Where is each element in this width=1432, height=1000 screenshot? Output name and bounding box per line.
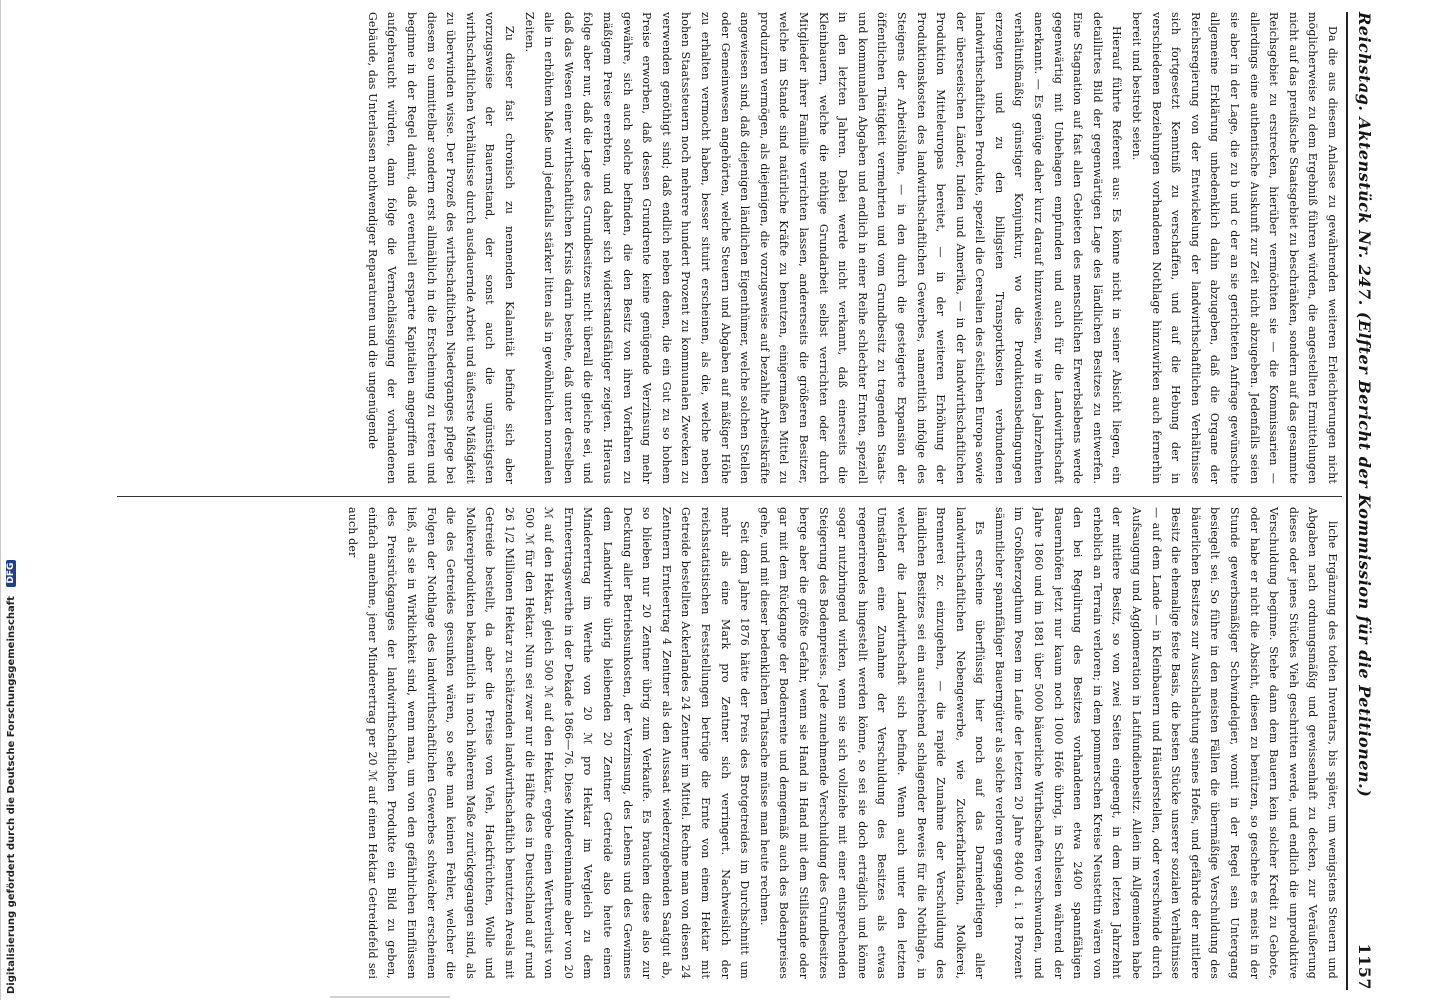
digitization-credit [6,560,17,994]
running-head: Reichstag. Aktenstück Nr. 247. (Elfter Bericht der Kommission für die Petitionen.) [1355,12,1375,798]
header-rule [1346,12,1348,990]
scan-edge [0,0,1,1000]
paragraph: Hierauf führte Referent aus: Es könne nicht in seiner Absicht liegen, ein detaillirtes Bild der gegenwärtigen Lage des ländlichen Besitzes zu entwerfen. Eine Stagnation auf fast allen Gebieten des menschlichen Erwerbslebens werde gegenwärtig mit Unbehagen empfunden und auch für die Landwirthschaft anerkannt. — Es genüge daher kurz darauf hinzuweisen, wie in den Jahrzehnten verhältnißmäßig günstiger Konjunktur, wo die Produktionsbedingungen erzeugten und zu den billigsten Transportkosten verbundenen landwirthschaftlichen Produkte, speziell die Cerealien des östlichen Europa sowie der überseeischen Länder, Indien und Amerika, — in der landwirthschaftlichen Produktion Mitteleuropas bereitet, — in der weiteren Erhöhung der Produktionskosten des landwirthschaftlichen Gewerbes, namentlich infolge des Steigens der Arbeitslöhne, — in den durch die gesteigerte Expansion der öffentlichen Thätigkeit vermehrten und vom Grundbesitz zu tragenden Staats- und kommunalen Abgaben und endlich in einer Reihe schlechter Ernten, speziell in den letzten Jahren. Dabei werde nicht verkannt, daß einerseits die Kleinbauern, welche die nöthige Grundarbeit selbst verrichten oder durch Mitglieder ihrer Familie verrichten lassen, andererseits die größeren Besitzer, welche im Stande sind natürliche Kräfte zu benutzen, einigermaßen Mittel zu produziren vermögen, als diejenigen, die vorzugsweise auf bezahlte Arbeitskräfte angewiesen sind, daß diejenigen ländlichen Eigenthümer, welche solchen Stellen oder Gemeinwesen angehörten, welche Steuern und Abgaben auf mäßiger Höhe zu erhalten vermocht haben, besser situirt erscheinen, als die, welche neben hohen Staatssteuern noch mehrere hundert Prozent zu kommunalen Zwecken zu verwenden genöthigt sind; daß endlich neben denen, die ein Gut zu so hohem Preise erworben, daß dessen Grundrente keine genügende Verzinsung mehr gewähre, sich auch solche befinden, die den Besitz von ihren Vorfahren zu mäßigem Preise ererbten, und daher sich widerstandsfähiger zeigten. Hieraus folge aber nur, daß die Lage des Grundbesitzes nicht überall die gleiche sei, und daß das Wesen einer wirthschaftlichen Krisis darin bestehe, daß unter derselben alle in erhöhtem Maße und jedenfalls stärker litten als in gewöhnlichen normalen Zeiten. [522,12,1124,484]
column-divider [117,496,1342,497]
paragraph: Seit dem Jahre 1876 hätte der Preis des Brotgetreides im Durchschnitt um mehr als eine Mark pro Zentner sich verringert. Nachweislich der reichsstatistischen Feststellungen betrüge die Ernte von einem Hektar mit Getreide bestellten Ackerlandes 24 Zentner im Mittel. Rechne man von diesen 24 Zentnern Ernteertrag 4 Zentner als den Aussaat wiederzugebenden Saatgut ab, so blieben nur 20 Zentner übrig zum Verkaufe. Es brauchen diese also zur Deckung aller Betriebsunkosten, der Verzinsung, des Lebens und des Gewinnes dem Landwirthe übrig bleibenden 20 Zentner Getreide also heute einen Minderertrag im Werthe von 20 ℳ pro Hektar im Vergleich zu dem Ernteertragswerthe in der Dekade 1866—76. Diese Mindereinnahme aber von 20 ℳ auf den Hektar, gleich 500 ℳ auf den Hektar, ergebe einen Werthverlust von 500 ℳ für den Hektar. Nun sei zwar nur die Hälfte des in Deutschland auf rund 26 1/2 Millionen Hektar zu schätzenden landwirthschaftlich benutzten Areals mit Getreide bestellt, da aber die Preise von Vieh, Hackfrüchten, Wolle und Molkereiprodukten bekanntlich in noch höherem Maße zurückgegangen sind, als die des Getreides gesunken wären, so sehe man keinen Fehler, welcher die Folgen der Nothlage des landwirthschaftlichen Gewerbes schwächer erscheinen ließ, als sie in Wirklichkeit sind, wenn man, um von den gefährlichen Einflüssen des Preisrückganges der landwirthschaftlichen Produkte ein Bild zu geben, einfach annehme, jener Minderertrag per 20 ℳ auf einen Hektar Getreidefeld sei auch der [346,507,752,979]
page-number: 1157 [1355,943,1375,990]
paragraph: Es erscheine überflüssig hier noch auf das Darniederliegen aller landwirthschaftlichen Nebengewerbe, wie Zuckerfabrikation, Molkerei, Brennerei zc. einzugehen, — die rapide Zunahme der Verschuldung des ländlichen Besitzes sei ein ausreichend schlagender Beweis für die Nothlage, in welcher die Landwirthschaft sich befinde. Wenn auch unter den letzten Umständen eine Zunahme der Verschuldung des Besitzes als etwas regenerirendes hingestellt werden könne, so sei sie doch erträglich und könne sogar nutzbringend wirken, wenn sie sich vollziehe mit einer entsprechenden Steigerung des Bodenpreises. Jede zunehmende Verschuldung des Grundbesitzes berge aber die größte Gefahr, wenn sie Hand in Hand mit dem Stillstande oder gar mit dem Rückgange der Bodenrente und demgemäß auch des Bodenpreises gehe, und mit dieser bedenklichen Thatsache müsse man heute rechnen. [757,507,987,979]
credit-text: Digitalisierung gefördert durch die Deutsche Forschungsgemeinschaft [6,596,17,994]
page-header [1350,12,1380,990]
column-right [117,507,1342,979]
paragraph: Zu dieser fast chronisch zu nennenden Kalamität befinde sich aber vorzugsweise der Bauernstand, der sonst auch die ungünstigsten wirthschaftlichen Verhältnisse durch ausdauernde Arbeit und äußerste Mäßigkeit zu überwinden wisse. Der Prozeß des wirthschaftlichen Niederganges pflege bei diesem so unmittelbar sondern erst allmählich in die Erscheinung zu treten und beginne in der Regel damit, daß eventuell ersparte Kapitalien angegriffen und aufgebraucht würden, dann folge die Vernachlässigung der vorhandenen Gebäude, das Unterlassen nothwendiger Reparaturen und die ungenügende [365,12,517,484]
paragraph: liche Ergänzung des todten Inventars, bis später, um wenigstens Steuern und Abgaben nach ordnungsmäßig und gewissenhaft zu decken, zur Veräußerung dieses oder jenes Stückes Vieh geschritten werde, und endlich die unproduktive Verschuldung beginne. Stehe dann dem Bauern kein solcher Kredit zu Gebote, oder habe er nicht die Absicht, diesen zu benützen, so geschehe es meist in der Stunde gewerbsmäßiger Schwindelgier, womit in der Regel sein Untergang besiegelt sei. So führe in den meisten Fällen die übermäßige Verschuldung des bäuerlichen Besitzes zur Ausschlachtung seines Hofes, und gefährde der mittlere Besitz die ehemalige feste Basis, die besten Stücke unserer sozialen Verhältnisse — auf dem Lande — in Kleinbauern und Häuslerstellen, oder verschwinde durch Aufsaugung und Agglomeration in Latifundienbesitz. Allein im Allgemeinen habe der mittlere Besitz, so von zwei Seiten eingeengt, in dem letzten Jahrzehnt erheblich an Terrain verloren; in dem pommerschen Kreise Neustettin wären von den bei Regulirung des Besitzes vorhandenen etwa 2400 spannfähigen Bauernhöfen jetzt nur kaum noch 1000 Höfe übrig, in Schlesien während der Jahre 1860 und im 1881 über 5000 bäuerliche Wirthschaften verschwunden, und im Großherzogthum Posen im Laufe der letzten 20 Jahre 8400 d. i. 18 Prozent sämmtlicher spannfähiger Bauerngüter als solche verloren gegangen. [992,507,1339,979]
text-columns [117,12,1342,990]
dfg-logo: DFG [6,560,16,587]
scan-artifact [330,996,450,998]
column-left [117,12,1342,484]
paragraph: Da die aus diesem Anlasse zu gewährenden weiteren Erleichterungen nicht möglicherweise zu dem Ergebniß führen würden, die angestellten Ermittelungen nicht auf das preußische Staatsgebiet zu beschränken, sondern auf das gesammte Reichsgebiet zu erstrecken, hierüber vermöchten sie — die Kommissarien — allerdings eine authentische Auskunft zur Zeit nicht abzugeben. Jedenfalls seien sie aber in der Lage, die zu b und c der an sie gerichteten Anfrage gewünschte allgemeine Erklärung unbedenklich dahin abzugeben, daß die Organe der Reichsregierung von der Entwickelung der landwirthschaftlichen Verhältnisse sich fortgesetzt Kenntniß zu verschaffen, und auf die Hebung der in verschiedenen Beziehungen vorhandenen Nothlage hinzuwirken auch fernerhin bereit und bestrebt seien. [1130,12,1339,484]
rotated-page [110,12,1380,990]
